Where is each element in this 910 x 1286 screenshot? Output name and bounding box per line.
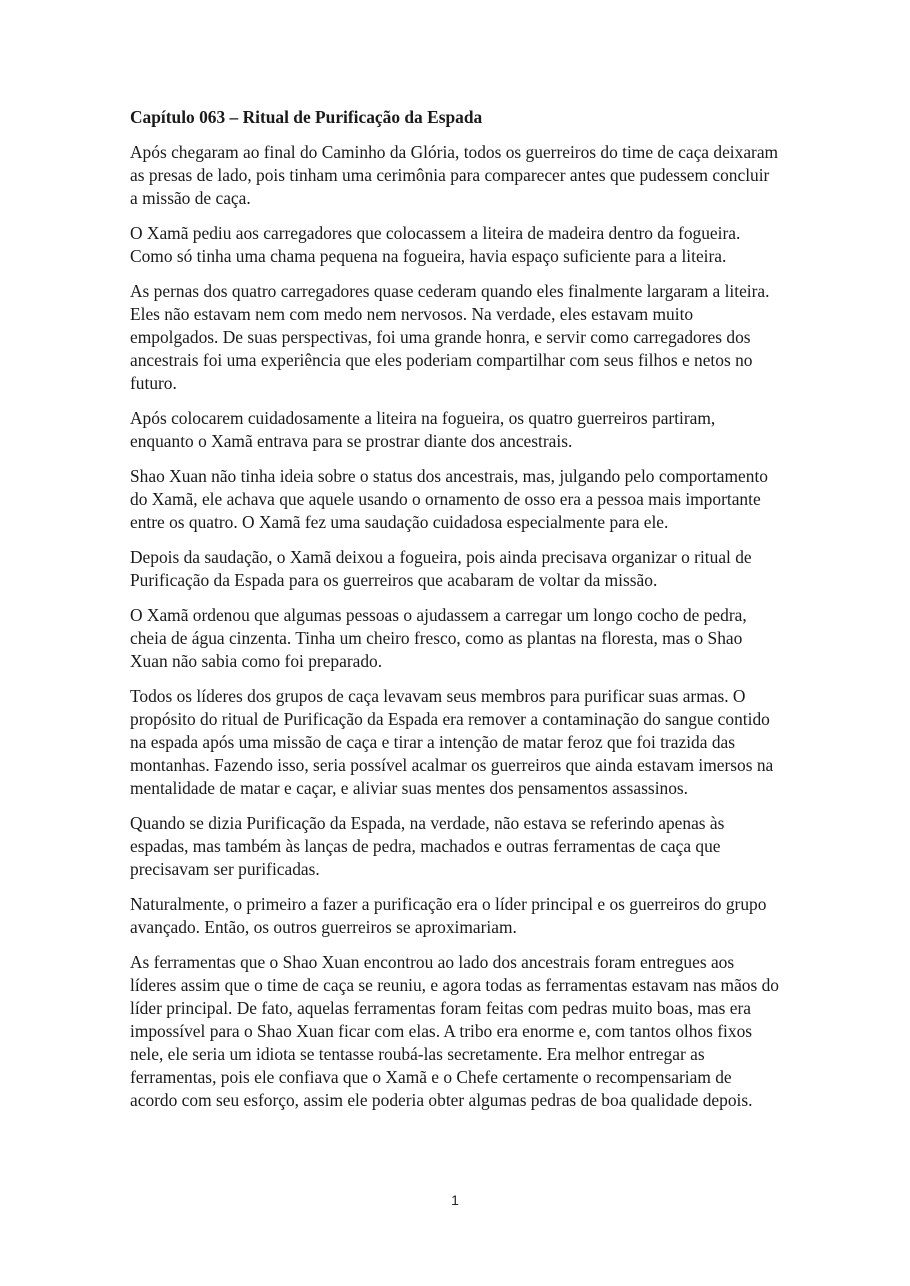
page-number: 1 (451, 1192, 459, 1208)
paragraph: O Xamã ordenou que algumas pessoas o ajudassem a carregar um longo cocho de pedra, cheia de água cinzenta. Tinha um cheiro fresco, como as plantas na floresta, mas o Shao Xuan não sabia como foi preparado. (130, 605, 747, 671)
document-page (130, 106, 780, 1124)
paragraph: Depois da saudação, o Xamã deixou a fogueira, pois ainda precisava organizar o ritual de Purificação da Espada para os guerreiros que acabaram de voltar da missão. (130, 547, 752, 590)
paragraph: As pernas dos quatro carregadores quase cederam quando eles finalmente largaram a liteira. Eles não estavam nem com medo nem nervosos. Na verdade, eles estavam muito empolgados. De suas perspectivas, foi uma grande honra, e servir como carregadores dos ancestrais foi uma experiência que eles poderiam compartilhar com seus filhos e netos no futuro. (130, 281, 770, 393)
paragraph: Shao Xuan não tinha ideia sobre o status dos ancestrais, mas, julgando pelo comportamento do Xamã, ele achava que aquele usando o ornamento de osso era a pessoa mais importante entre os quatro. O Xamã fez uma saudação cuidadosa especialmente para ele. (130, 466, 768, 532)
paragraph: As ferramentas que o Shao Xuan encontrou ao lado dos ancestrais foram entregues aos líderes assim que o time de caça se reuniu, e agora todas as ferramentas estavam nas mãos do líder principal. De fato, aquelas ferramentas foram feitas com pedras muito boas, mas era impossível para o Shao Xuan ficar com elas. A tribo era enorme e, com tantos olhos fixos nele, ele seria um idiota se tentasse roubá-las secretamente. Era melhor entregar as ferramentas, pois ele confiava que o Xamã e o Chefe certamente o recompensariam de acordo com seu esforço, assim ele poderia obter algumas pedras de boa qualidade depois. (130, 952, 780, 1110)
paragraph: Todos os líderes dos grupos de caça levavam seus membros para purificar suas armas. O propósito do ritual de Purificação da Espada era remover a contaminação do sangue contido na espada após uma missão de caça e tirar a intenção de matar feroz que foi trazida das montanhas. Fazendo isso, seria possível acalmar os guerreiros que ainda estavam imersos na mentalidade de matar e caçar, e aliviar suas mentes dos pensamentos assassinos. (130, 686, 774, 798)
paragraph: O Xamã pediu aos carregadores que colocassem a liteira de madeira dentro da fogueira. Como só tinha uma chama pequena na fogueira, havia espaço suficiente para a liteira. (130, 223, 741, 266)
paragraph: Após chegaram ao final do Caminho da Glória, todos os guerreiros do time de caça deixaram as presas de lado, pois tinham uma cerimônia para comparecer antes que pudessem concluir a missão de caça. (130, 142, 779, 208)
paragraph: Naturalmente, o primeiro a fazer a purificação era o líder principal e os guerreiros do grupo avançado. Então, os outros guerreiros se aproximariam. (130, 894, 767, 937)
paragraph: Quando se dizia Purificação da Espada, na verdade, não estava se referindo apenas às espadas, mas também às lanças de pedra, machados e outras ferramentas de caça que precisavam ser purificadas. (130, 813, 725, 879)
chapter-title: Capítulo 063 – Ritual de Purificação da Espada (130, 107, 483, 127)
paragraph: Após colocarem cuidadosamente a liteira na fogueira, os quatro guerreiros partiram, enquanto o Xamã entrava para se prostrar diante dos ancestrais. (130, 408, 716, 451)
